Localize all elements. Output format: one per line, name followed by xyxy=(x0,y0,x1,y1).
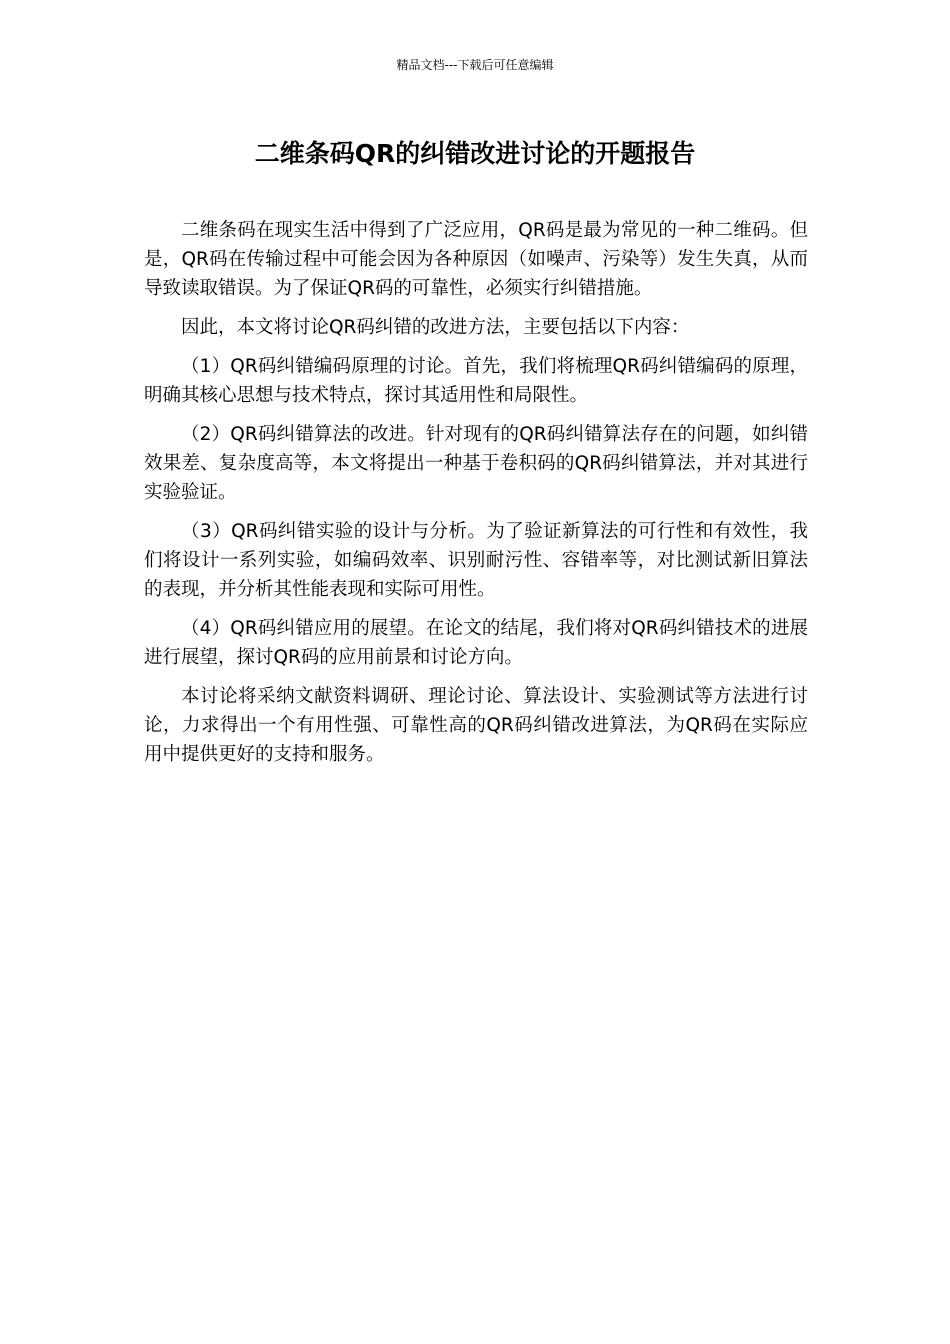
paragraph-overview: 因此，本文将讨论QR码纠错的改进方法，主要包括以下内容： xyxy=(181,317,690,338)
paragraph-item-3: （3）QR码纠错实验的设计与分析。为了验证新算法的可行性和有效性，我们将设计一系列实验，如编码效率、识别耐污性、容错率等，对比测试新旧算法的表现，并分析其性能表现和实际可用性。 xyxy=(144,521,808,600)
paragraph-item-1: （1）QR码纠错编码原理的讨论。首先，我们将梳理QR码纠错编码的原理，明确其核心思想与技术特点，探讨其适用性和局限性。 xyxy=(144,356,808,406)
paragraph-item-4: （4）QR码纠错应用的展望。在论文的结尾，我们将对QR码纠错技术的进展进行展望，探讨QR码的应用前景和讨论方向。 xyxy=(144,618,808,668)
paragraph-conclusion: 本讨论将采纳文献资料调研、理论讨论、算法设计、实验测试等方法进行讨论，力求得出一个有用性强、可靠性高的QR码纠错改进算法，为QR码在实际应用中提供更好的支持和服务。 xyxy=(144,686,808,765)
document-body xyxy=(144,216,808,779)
paragraph-intro: 二维条码在现实生活中得到了广泛应用，QR码是最为常见的一种二维码。但是，QR码在传输过程中可能会因为各种原因（如噪声、污染等）发生失真，从而导致读取错误。为了保证QR码的可靠性，必须实行纠错措施。 xyxy=(144,220,808,299)
document-title: 二维条码QR的纠错改进讨论的开题报告 xyxy=(254,139,696,168)
paragraph-item-2: （2）QR码纠错算法的改进。针对现有的QR码纠错算法存在的问题，如纠错效果差、复杂度高等，本文将提出一种基于卷积码的QR码纠错算法，并对其进行实验验证。 xyxy=(144,424,808,503)
page-header: 精品文档---下载后可任意编辑 xyxy=(396,58,554,72)
